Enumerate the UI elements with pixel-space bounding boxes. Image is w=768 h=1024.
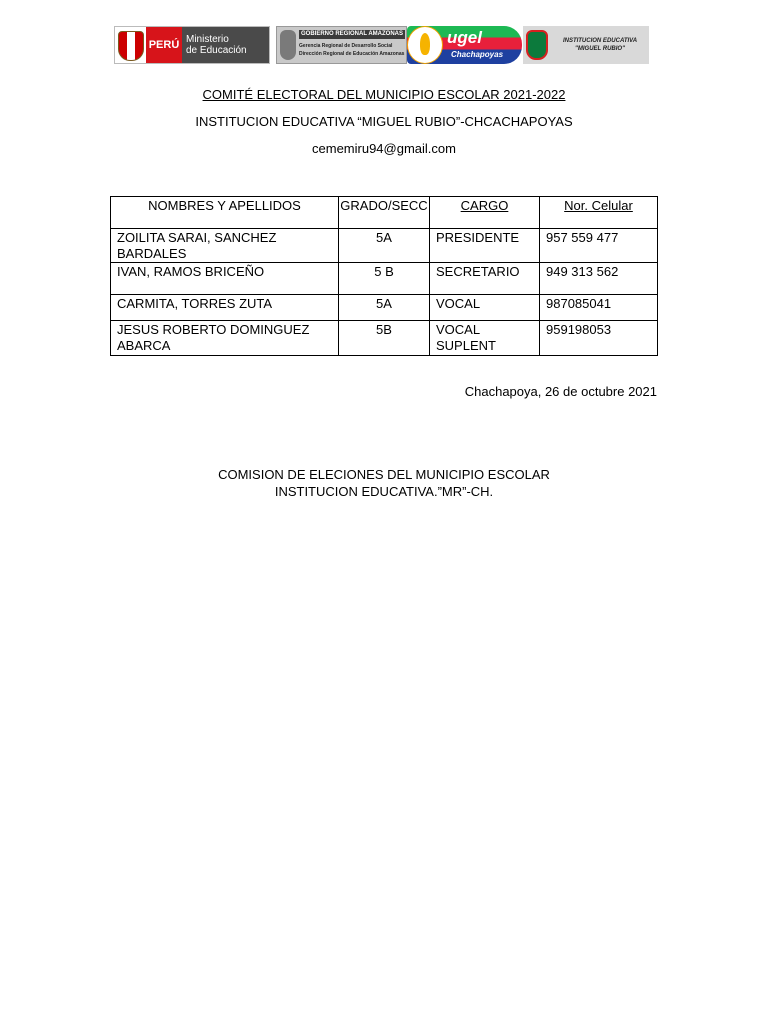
school-badge-icon: [526, 30, 548, 60]
member-grade: 5A: [339, 295, 430, 321]
peru-label: PERÚ: [146, 27, 182, 63]
gobierno-title: GOBIERNO REGIONAL AMAZONAS: [300, 31, 403, 37]
institution-name: INSTITUCION EDUCATIVA “MIGUEL RUBIO”-CHCACHAPOYAS: [195, 114, 573, 129]
institucion-logo: [523, 26, 649, 64]
document-title-wrap: [0, 87, 768, 102]
member-cargo: PRESIDENTE: [430, 229, 540, 263]
member-grade: 5 B: [339, 263, 430, 295]
member-name: IVAN, RAMOS BRICEÑO: [111, 263, 339, 295]
table-row: [111, 263, 658, 295]
header-phone: Nor. Celular: [540, 197, 658, 229]
table-row: [111, 229, 658, 263]
member-grade: 5B: [339, 321, 430, 356]
peru-coat-of-arms-icon: [118, 31, 144, 61]
signature-line-2: INSTITUCION EDUCATIVA.”MR”-CH.: [274, 484, 494, 499]
member-cargo: VOCAL: [430, 295, 540, 321]
signature-block: [0, 466, 768, 500]
gobierno-subtitle: Gerencia Regional de Desarrollo Social Dirección Regional de Educación Amazonas: [299, 43, 405, 57]
member-grade: 5A: [339, 229, 430, 263]
member-name: CARMITA, TORRES ZUTA: [111, 295, 339, 321]
table-row: [111, 321, 658, 356]
torch-icon: [407, 26, 443, 64]
member-phone: 959198053: [540, 321, 658, 356]
gobierno-regional-logo: [276, 26, 407, 64]
ugel-logo: [407, 26, 522, 64]
member-cargo: VOCAL SUPLENT: [430, 321, 540, 356]
ugel-city: Chachapoyas: [451, 50, 504, 59]
minedu-logo: [114, 26, 270, 64]
header-cargo: CARGO: [430, 197, 540, 229]
institucion-logo-text: INSTITUCION EDUCATIVA "MIGUEL RUBIO": [562, 38, 638, 52]
ugel-word: ugel: [447, 28, 482, 47]
regional-emblem-icon: [280, 30, 296, 60]
date-line: Chachapoya, 26 de octubre 2021: [464, 384, 657, 399]
member-cargo: SECRETARIO: [430, 263, 540, 295]
table-row: [111, 295, 658, 321]
header-grade: GRADO/SECC: [339, 197, 430, 229]
document-title: COMITÉ ELECTORAL DEL MUNICIPIO ESCOLAR 2021-2022: [202, 87, 566, 102]
signature-line-1: COMISION DE ELECIONES DEL MUNICIPIO ESCOLAR: [218, 467, 550, 482]
member-name: JESUS ROBERTO DOMINGUEZ ABARCA: [111, 321, 339, 356]
header-names: NOMBRES Y APELLIDOS: [111, 197, 339, 229]
table-header-row: [111, 197, 658, 229]
member-phone: 949 313 562: [540, 263, 658, 295]
logo-banner: [114, 26, 649, 64]
email-address: cememiru94@gmail.com: [312, 141, 456, 156]
member-phone: 987085041: [540, 295, 658, 321]
member-name: ZOILITA SARAI, SANCHEZ BARDALES: [111, 229, 339, 263]
committee-table: [110, 196, 658, 356]
member-phone: 957 559 477: [540, 229, 658, 263]
minedu-label: Ministerio de Educación: [182, 27, 270, 63]
